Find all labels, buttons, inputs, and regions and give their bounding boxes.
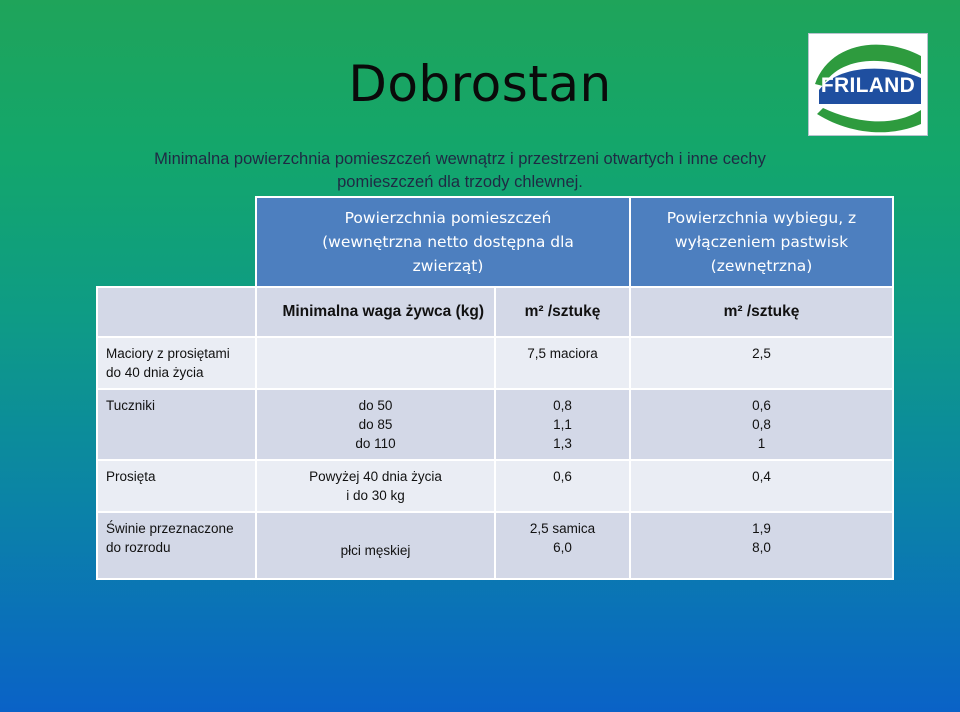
row-label: Tuczniki [97,389,256,460]
slide-subtitle: Minimalna powierzchnia pomieszczeń wewnątrz i przestrzeni otwartych i inne cechy pomieszczeń dla trzody chlewnej. [154,150,766,191]
inside-line: 6,0 [553,540,572,555]
table-subheader-row [97,287,893,337]
subheader-unit-inside: m² /sztukę [495,287,630,337]
inside-line: 1,3 [553,436,572,451]
row-inside [495,389,630,460]
outside-line: 0,6 [752,398,771,413]
outside-line: 8,0 [752,540,771,555]
outside-line: 1,9 [752,521,771,536]
row-label: Prosięta [97,460,256,512]
table-header-row [97,197,893,287]
row-label: Świnie przeznaczone do rozrodu [97,512,256,579]
subheader-empty-cell [97,287,256,337]
row-outside [630,389,893,460]
logo-text: FRILAND [820,74,916,97]
row-weight: płci męskiej [256,512,495,579]
weight-line: do 50 [358,398,393,413]
subheader-unit-outside: m² /sztukę [630,287,893,337]
inside-line: 2,5 samica [529,521,596,536]
row-weight [256,337,495,389]
table-row [97,389,893,460]
row-inside: 7,5 maciora [495,337,630,389]
header-outside-area: Powierzchnia wybiegu, z wyłączeniem pastwisk (zewnętrzna) [630,197,893,287]
table-row [97,337,893,389]
row-outside: 0,4 [630,460,893,512]
table-row [97,460,893,512]
inside-line: 1,1 [553,417,572,432]
row-weight [256,389,495,460]
header-inside-area: Powierzchnia pomieszczeń (wewnętrzna netto dostępna dla zwierząt) [256,197,630,287]
row-inside [495,512,630,579]
header-empty-cell [97,197,256,287]
row-label: Maciory z prosiętami do 40 dnia życia [97,337,256,389]
table-row [97,512,893,579]
outside-line: 1 [757,436,766,451]
row-inside: 0,6 [495,460,630,512]
slide-title: Dobrostan [348,55,612,113]
row-outside: 2,5 [630,337,893,389]
subheader-weight: Minimalna waga żywca (kg) [256,287,495,337]
outside-line: 0,8 [752,417,771,432]
row-outside [630,512,893,579]
weight-line: do 110 [355,436,396,451]
weight-line: do 85 [358,417,393,432]
friland-logo [808,33,928,136]
pig-space-table [96,196,894,580]
inside-line: 0,8 [553,398,572,413]
row-weight: Powyżej 40 dnia życia i do 30 kg [256,460,495,512]
